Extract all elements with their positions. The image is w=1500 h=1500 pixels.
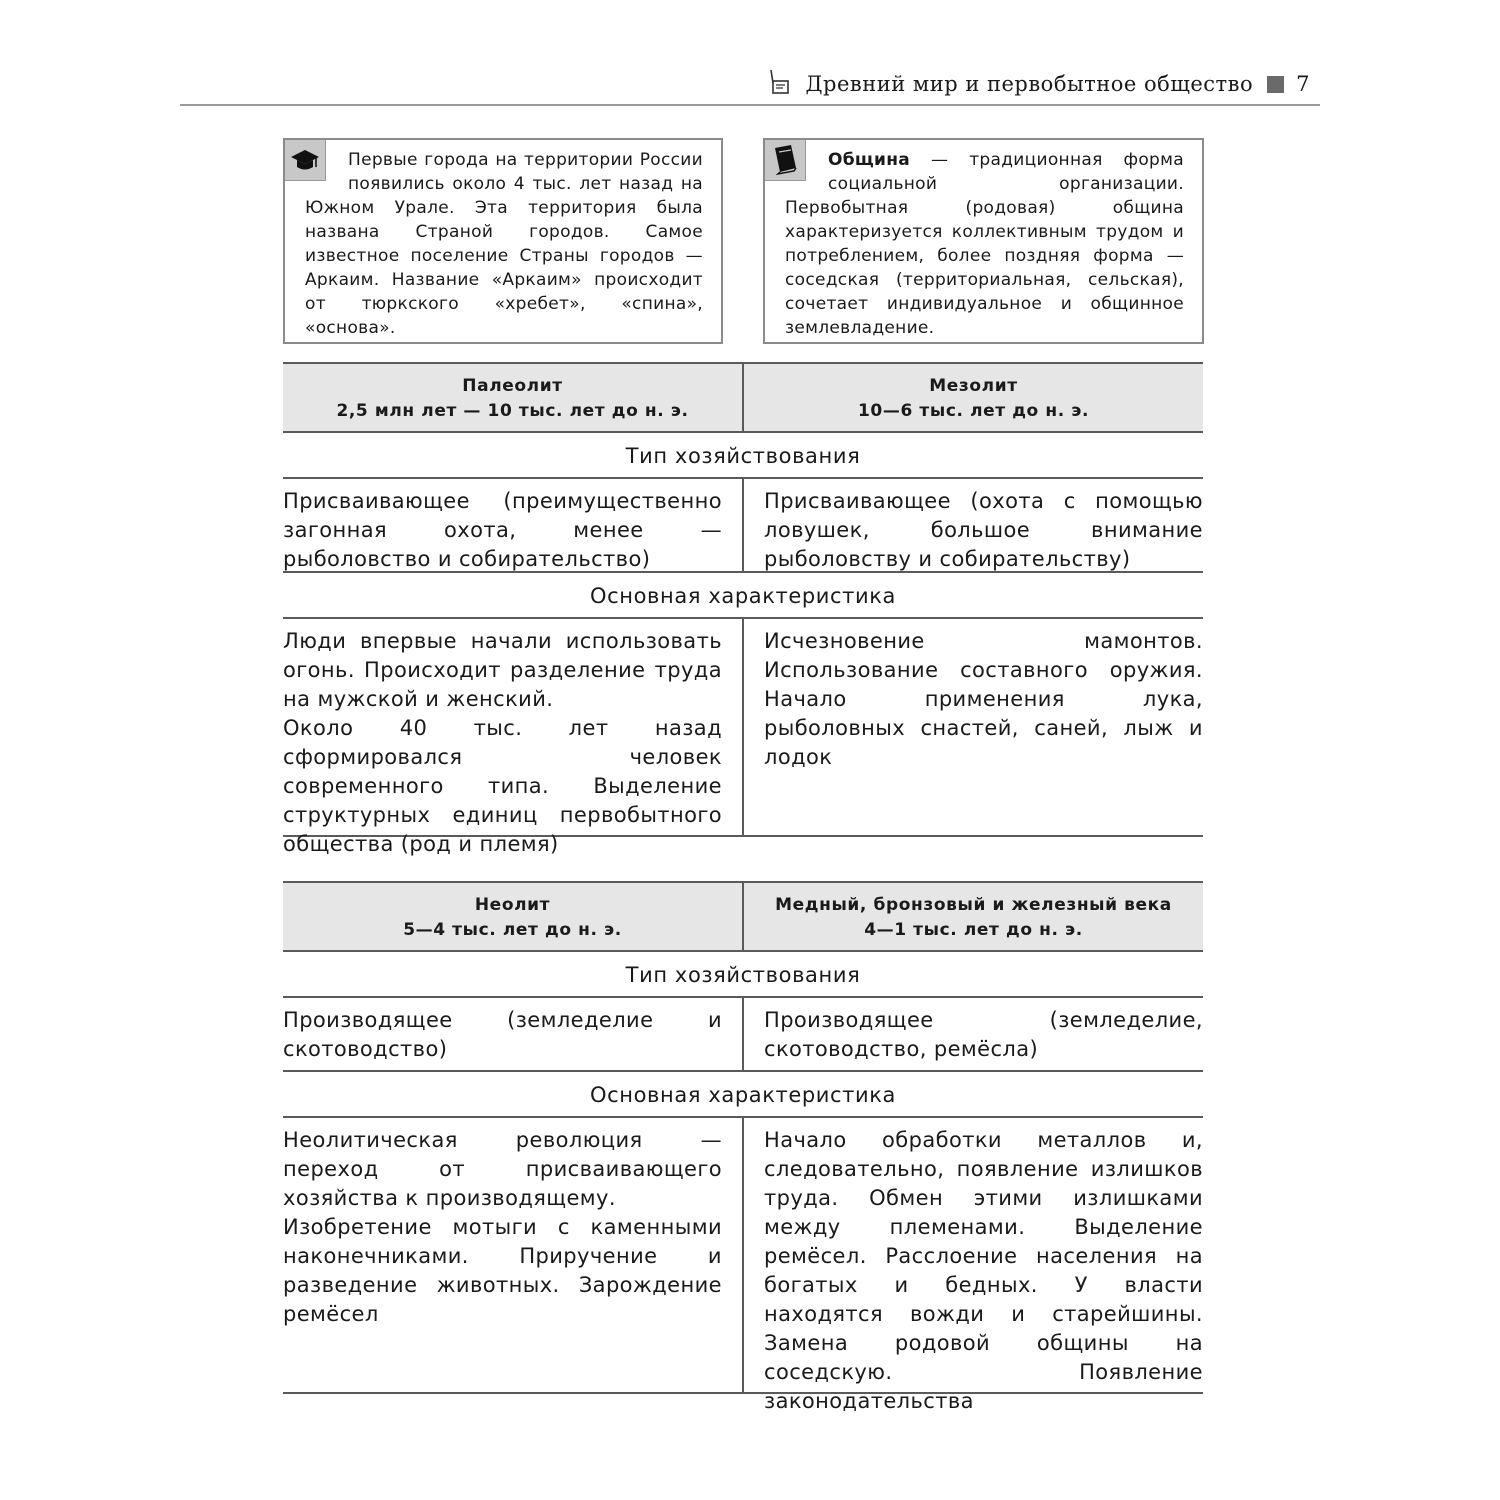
definition-term: Община	[828, 150, 911, 170]
table-header-row	[283, 881, 1203, 952]
section-label-characteristic: Основная характеристика	[283, 1072, 1203, 1118]
running-head-title: Древний мир и первобытное общество	[805, 72, 1254, 96]
fact-note-box	[283, 138, 723, 344]
epoch-title: Неолит	[474, 895, 551, 915]
characteristic-neolithic: Неолитическая революция — переход от присваивающего хозяйства к производящему. Изобретение мотыги с каменными наконечниками. Приручение и разведение животных. Зарождение ремёсел	[283, 1128, 722, 1326]
economy-paleolithic: Присваивающее (преимущественно загонная охота, менее — рыболовство и собирательство)	[283, 489, 722, 571]
characteristic-metal-ages: Начало обработки металлов и, следовательно, появление излишков труда. Обмен этими излишками между племенами. Выделение ремёсел. Расслоение населения на богатых и бедных. У власти находятся вожди и старейшины. Замена родовой общины на соседскую. Появление законодательства	[742, 1118, 1203, 1392]
table-row	[283, 998, 1203, 1072]
section-label-economy: Тип хозяйствования	[283, 952, 1203, 998]
table-row	[283, 1118, 1203, 1413]
economy-mesolithic: Присваивающее (охота с помощью ловушек, большое внимание рыболовству и собирательству)	[742, 479, 1203, 571]
fact-note-text: Первые города на территории России появились около 4 тыс. лет назад на Южном Урале. Эта территория была названа Страной городов. Самое известное поселение Страны городов — Аркаим. Название «Аркаим» происходит от тюркского «хребет», «спина», «основа».	[305, 150, 703, 338]
characteristic-mesolithic: Исчезновение мамонтов. Использование составного оружия. Начало применения лука, рыболовных снастей, саней, лыж и лодок	[742, 619, 1203, 835]
section-label-characteristic: Основная характеристика	[283, 573, 1203, 619]
page-number: 7	[1296, 72, 1310, 96]
running-head	[180, 64, 1320, 106]
epoch-dates: 5—4 тыс. лет до н. э.	[403, 920, 622, 940]
graduation-cap-icon	[285, 140, 326, 181]
table-row	[283, 619, 1203, 856]
epoch-title: Палеолит	[462, 376, 563, 396]
book-icon	[765, 140, 806, 181]
header-mesolithic	[742, 364, 1203, 431]
definition-note-text	[785, 148, 1184, 340]
epoch-dates: 2,5 млн лет — 10 тыс. лет до н. э.	[336, 401, 689, 421]
separator-square-icon	[1267, 76, 1284, 93]
scroll-quill-icon	[767, 69, 791, 95]
economy-neolithic: Производящее (земледелие и скотоводство)	[283, 1008, 722, 1061]
epochs-table-1	[283, 362, 1203, 856]
definition-body: — традиционная форма социальной организации. Первобытная (родовая) община характеризуется коллективным трудом и потреблением, более поздняя форма — соседская (территориальная, сельская), сочетает индивидуальное и общинное землевладение.	[785, 150, 1184, 338]
economy-metal-ages: Производящее (земледелие, скотоводство, ремёсла)	[742, 998, 1203, 1070]
epoch-dates: 10—6 тыс. лет до н. э.	[857, 401, 1090, 421]
header-neolithic	[283, 883, 742, 950]
header-paleolithic	[283, 364, 742, 431]
characteristic-paleolithic: Люди впервые начали использовать огонь. Происходит разделение труда на мужской и женский. Около 40 тыс. лет назад сформировался человек современного типа. Выделение структурных единиц первобытного общества (род и племя)	[283, 629, 722, 856]
epoch-title: Мезолит	[929, 376, 1018, 396]
epoch-dates: 4—1 тыс. лет до н. э.	[864, 920, 1083, 940]
section-label-economy: Тип хозяйствования	[283, 433, 1203, 479]
definition-note-box	[763, 138, 1204, 344]
header-metal-ages	[742, 883, 1203, 950]
epoch-title: Медный, бронзовый и железный века	[775, 895, 1172, 915]
table-row	[283, 479, 1203, 573]
epochs-table-2	[283, 881, 1203, 1413]
table-header-row	[283, 362, 1203, 433]
